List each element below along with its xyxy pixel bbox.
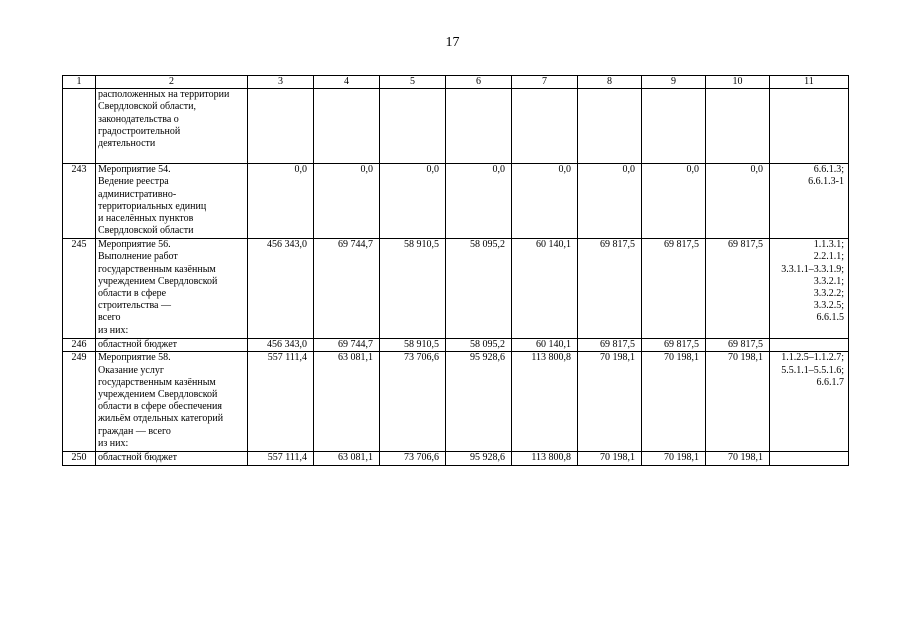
row-number-cell: 249	[63, 352, 96, 452]
column-header: 7	[512, 76, 578, 89]
value-cell: 60 140,1	[512, 239, 578, 339]
page-number: 17	[445, 35, 460, 50]
target-codes-cell	[770, 339, 849, 352]
table-row	[63, 339, 849, 352]
table-row	[63, 452, 849, 465]
column-header: 8	[578, 76, 642, 89]
value-cell: 70 198,1	[706, 452, 770, 465]
target-codes-cell	[770, 452, 849, 465]
value-cell: 60 140,1	[512, 339, 578, 352]
row-number-cell: 246	[63, 339, 96, 352]
table-header-row	[63, 76, 849, 89]
value-cell: 113 800,8	[512, 452, 578, 465]
target-codes-cell: 6.6.1.3; 6.6.1.3-1	[770, 164, 849, 239]
budget-table	[62, 75, 849, 466]
value-cell: 58 910,5	[380, 239, 446, 339]
value-cell: 0,0	[446, 164, 512, 239]
table-row	[63, 239, 849, 339]
value-cell: 58 910,5	[380, 339, 446, 352]
value-cell: 63 081,1	[314, 452, 380, 465]
value-cell: 0,0	[248, 164, 314, 239]
value-cell: 69 817,5	[578, 239, 642, 339]
value-cell	[380, 89, 446, 164]
column-header: 5	[380, 76, 446, 89]
value-cell: 70 198,1	[578, 452, 642, 465]
activity-name-cell: областной бюджет	[96, 452, 248, 465]
value-cell	[446, 89, 512, 164]
column-header: 9	[642, 76, 706, 89]
table-row	[63, 89, 849, 164]
target-codes-cell: 1.1.3.1; 2.2.1.1; 3.3.1.1–3.3.1.9; 3.3.2.1; 3.3.2.2; 3.3.2.5; 6.6.1.5	[770, 239, 849, 339]
value-cell: 95 928,6	[446, 352, 512, 452]
value-cell	[512, 89, 578, 164]
row-number-cell	[63, 89, 96, 164]
value-cell: 69 817,5	[706, 239, 770, 339]
target-codes-cell	[770, 89, 849, 164]
column-header: 11	[770, 76, 849, 89]
column-header: 3	[248, 76, 314, 89]
value-cell: 0,0	[380, 164, 446, 239]
value-cell: 70 198,1	[642, 352, 706, 452]
value-cell: 0,0	[578, 164, 642, 239]
activity-name-cell: Мероприятие 54. Ведение реестра административно- территориальных единиц и населённых пунктов Свердловской области	[96, 164, 248, 239]
target-codes-cell: 1.1.2.5–1.1.2.7; 5.5.1.1–5.5.1.6; 6.6.1.7	[770, 352, 849, 452]
activity-name-cell: Мероприятие 56. Выполнение работ государственным казённым учреждением Свердловской области в сфере строительства — всего из них:	[96, 239, 248, 339]
value-cell: 69 817,5	[642, 239, 706, 339]
row-number-cell: 243	[63, 164, 96, 239]
value-cell	[706, 89, 770, 164]
value-cell: 69 817,5	[642, 339, 706, 352]
value-cell: 557 111,4	[248, 452, 314, 465]
value-cell: 58 095,2	[446, 339, 512, 352]
table-row	[63, 164, 849, 239]
value-cell: 69 744,7	[314, 339, 380, 352]
activity-name-cell: областной бюджет	[96, 339, 248, 352]
value-cell	[248, 89, 314, 164]
value-cell	[314, 89, 380, 164]
value-cell: 0,0	[642, 164, 706, 239]
value-cell	[578, 89, 642, 164]
activity-name-cell: Мероприятие 58. Оказание услуг государственным казённым учреждением Свердловской области в сфере обеспечения жильём отдельных категорий граждан — всего из них:	[96, 352, 248, 452]
value-cell: 113 800,8	[512, 352, 578, 452]
value-cell: 70 198,1	[642, 452, 706, 465]
value-cell: 95 928,6	[446, 452, 512, 465]
value-cell: 557 111,4	[248, 352, 314, 452]
table-row	[63, 352, 849, 452]
value-cell: 63 081,1	[314, 352, 380, 452]
column-header: 10	[706, 76, 770, 89]
value-cell: 0,0	[314, 164, 380, 239]
value-cell: 70 198,1	[578, 352, 642, 452]
value-cell	[642, 89, 706, 164]
value-cell: 69 817,5	[578, 339, 642, 352]
value-cell: 69 744,7	[314, 239, 380, 339]
column-header: 4	[314, 76, 380, 89]
value-cell: 58 095,2	[446, 239, 512, 339]
value-cell: 69 817,5	[706, 339, 770, 352]
value-cell: 0,0	[512, 164, 578, 239]
column-header: 1	[63, 76, 96, 89]
value-cell: 73 706,6	[380, 352, 446, 452]
value-cell: 70 198,1	[706, 352, 770, 452]
value-cell: 73 706,6	[380, 452, 446, 465]
row-number-cell: 250	[63, 452, 96, 465]
column-header: 6	[446, 76, 512, 89]
value-cell: 0,0	[706, 164, 770, 239]
activity-name-cell: расположенных на территории Свердловской области, законодательства о градостроительной деятельности	[96, 89, 248, 164]
value-cell: 456 343,0	[248, 239, 314, 339]
value-cell: 456 343,0	[248, 339, 314, 352]
row-number-cell: 245	[63, 239, 96, 339]
column-header: 2	[96, 76, 248, 89]
